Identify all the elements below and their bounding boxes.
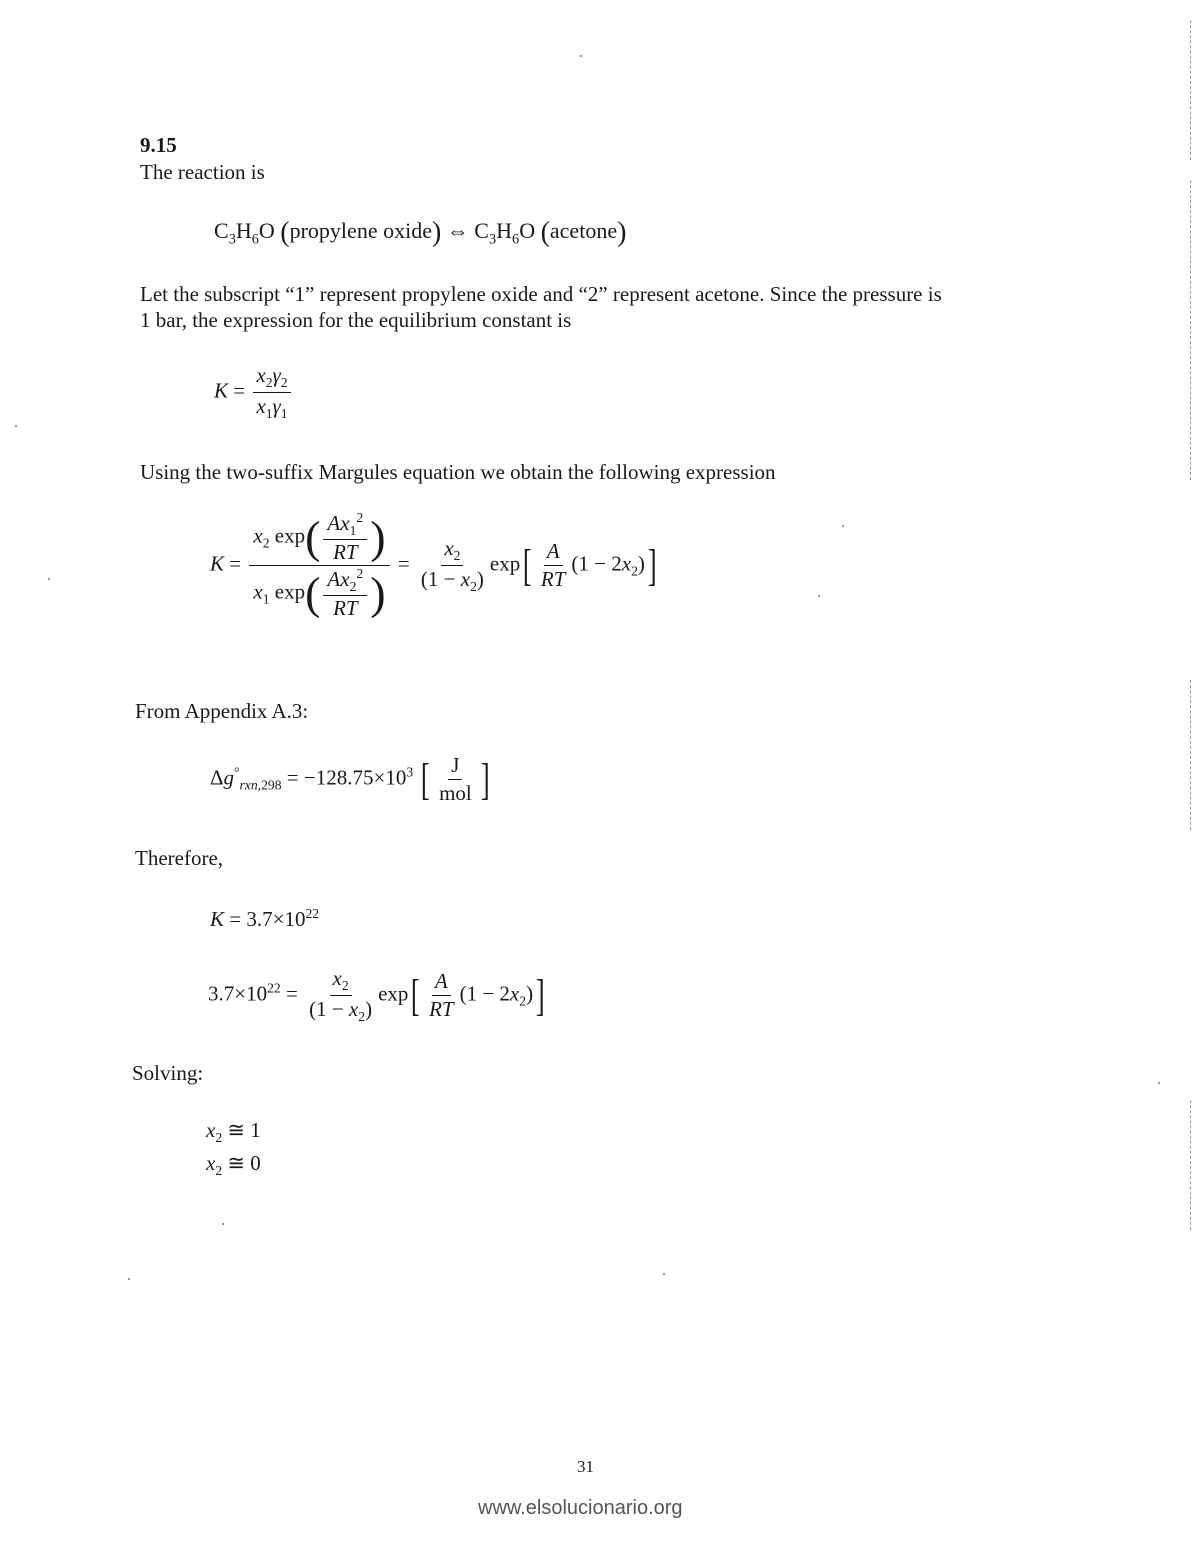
footer-url: www.elsolucionario.org — [478, 1497, 683, 1519]
solve-lhs: 3.7×10 — [208, 981, 268, 1006]
scan-speck — [818, 595, 820, 597]
k-symbol: K — [210, 907, 225, 931]
equation-solve: $3.7\times 10^{22}$ = $\frac{x_2}{(1 - x_2)}$ exp[ $\frac{A}{RT}$ $(1 - 2x_2)$] — [208, 966, 545, 1025]
equation-k-definition: K = $\frac{x_2\gamma_2}{x_1\gamma_1}$ — [214, 363, 294, 422]
scan-edge-mark — [1190, 680, 1191, 830]
reaction-equation: $C_3H_6O$ (propylene oxide) ⇔ $C_3H_6O$ (acetone) — [214, 217, 627, 248]
equation-margules: K = $x_2$ exp( $\frac{Ax_1^2}{RT}$ ) $x_1$ exp( $\frac{Ax_2^2}{RT}$ ) = $\frac{x_2}{(1 - x_2)}$ exp[ $\frac{A}{RT}$ $(1 - 2x_2)$] — [210, 510, 657, 621]
solution-1: $x_2$ ≅ 1 — [206, 1118, 261, 1146]
scan-speck — [580, 55, 582, 57]
scan-speck — [1158, 1082, 1160, 1084]
scan-edge-mark — [1190, 1100, 1191, 1230]
k-exponent: 22 — [305, 906, 320, 921]
scan-speck — [222, 1223, 224, 1225]
paragraph-text: Therefore, — [135, 846, 224, 870]
scan-speck — [48, 578, 50, 580]
unit-denominator: mol — [439, 781, 472, 805]
scan-speck — [663, 1273, 665, 1275]
unit-numerator: J — [448, 753, 462, 780]
paragraph-text: From Appendix A.3: — [135, 699, 309, 723]
scan-speck — [15, 425, 17, 427]
solution-2: $x_2$ ≅ 0 — [206, 1151, 261, 1179]
delta-g-exponent: 3 — [406, 764, 414, 780]
equation-k-value — [210, 906, 319, 932]
page-number: 31 — [577, 1457, 594, 1476]
scan-edge-mark — [1190, 20, 1191, 160]
paragraph-text: Using the two-suffix Margules equation we obtain the following expression — [140, 460, 776, 484]
scan-edge-mark — [1190, 180, 1191, 480]
delta-g-value: = −128.75×10 — [286, 765, 407, 790]
solve-exponent: 22 — [267, 980, 281, 996]
intro-text: The reaction is — [140, 160, 265, 184]
scan-speck — [128, 1278, 130, 1280]
scan-speck — [842, 525, 844, 527]
paragraph-line: Let the subscript “1” represent propylene oxide and “2” represent acetone. Since the pressure is — [140, 282, 942, 306]
equation-delta-g: $\Delta g^\circ_{rxn,298} = -128.75\times 10^3$ [ $\frac{J}{\text{mol}}$ ] — [210, 753, 490, 805]
paragraph-line: 1 bar, the expression for the equilibrium constant is — [140, 308, 572, 332]
equilibrium-arrow: ⇔ — [446, 218, 469, 243]
problem-number: 9.15 — [140, 133, 177, 157]
paragraph-text: Solving: — [132, 1061, 204, 1085]
k-value: = 3.7×10 — [229, 907, 306, 931]
